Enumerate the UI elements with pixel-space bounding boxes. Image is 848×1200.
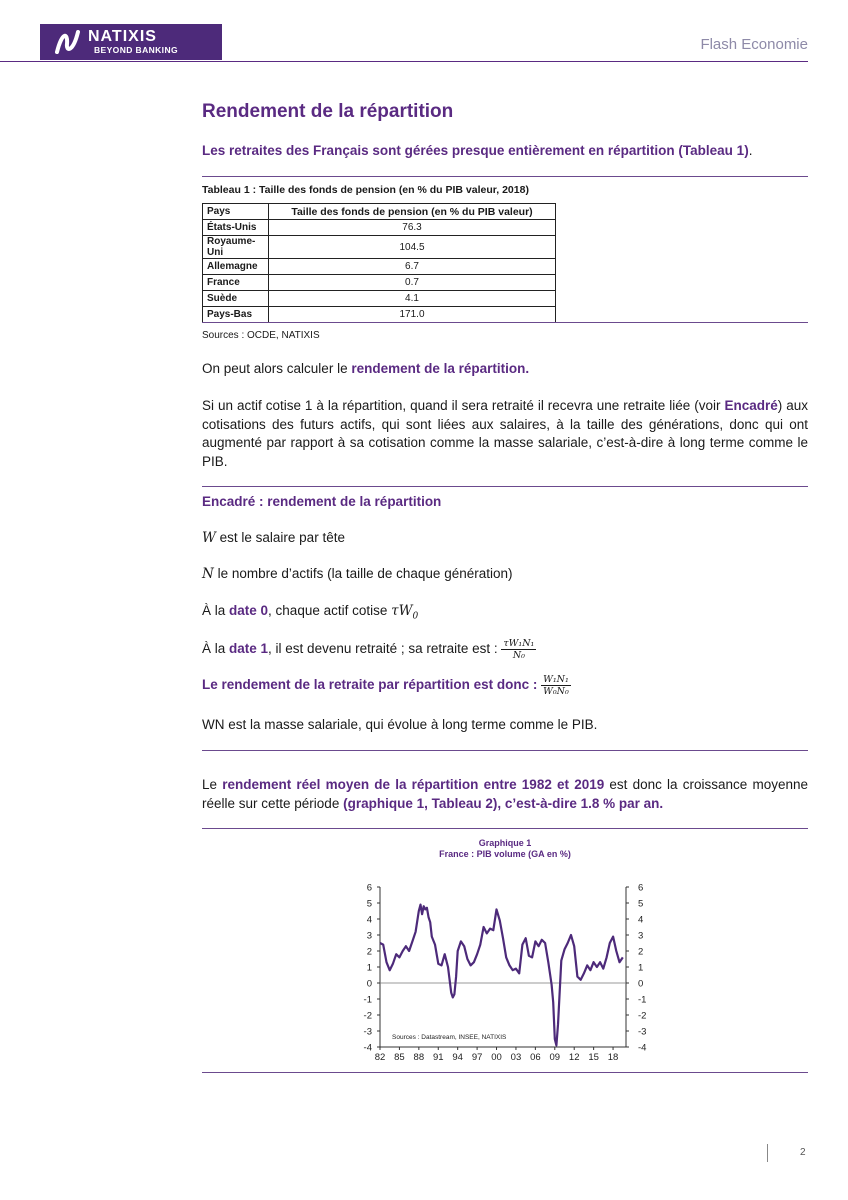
fraction-denominator: N₀ bbox=[512, 650, 525, 661]
value-cell: 171.0 bbox=[269, 307, 556, 323]
rendement-text: Le rendement de la retraite par répartition est donc : bbox=[202, 677, 542, 693]
value-cell: 0.7 bbox=[269, 275, 556, 291]
divider bbox=[202, 828, 808, 829]
col-header-country: Pays bbox=[203, 204, 269, 220]
logo-tagline: BEYOND BANKING bbox=[94, 45, 178, 55]
date1-label: date 1 bbox=[229, 641, 269, 657]
w-text: est le salaire par tête bbox=[215, 530, 345, 545]
n-symbol: N bbox=[202, 566, 214, 582]
table-row bbox=[203, 291, 556, 307]
y-tick-label: -1 bbox=[363, 994, 372, 1006]
chart-canvas bbox=[202, 832, 808, 1072]
y-tick-label: 1 bbox=[366, 962, 372, 974]
table-sources: Sources : OCDE, NATIXIS bbox=[202, 330, 320, 341]
country-cell: États-Unis bbox=[203, 220, 269, 236]
paragraph-1 bbox=[202, 360, 808, 379]
lead-text bbox=[202, 143, 752, 158]
rendement-fraction bbox=[541, 674, 571, 697]
country-cell: Allemagne bbox=[203, 259, 269, 275]
paragraph-2 bbox=[202, 397, 808, 471]
para2-encadre-link: Encadré bbox=[724, 398, 778, 413]
box-line-date1 bbox=[202, 638, 536, 661]
para3-emphasis-b: rendement réel moyen de la répartition entre 1982 et 2019 bbox=[222, 777, 605, 792]
date1-text-a: À la bbox=[202, 641, 230, 657]
y-tick-label: 5 bbox=[366, 898, 372, 910]
value-cell: 104.5 bbox=[269, 236, 556, 259]
x-tick-label: 91 bbox=[432, 1052, 444, 1063]
y-tick-label: 0 bbox=[366, 978, 372, 990]
date1-text-c: , il est devenu retraité ; sa retraite est : bbox=[268, 641, 502, 657]
y-tick-label: 0 bbox=[638, 978, 644, 990]
x-tick-label: 82 bbox=[374, 1052, 386, 1063]
value-cell: 6.7 bbox=[269, 259, 556, 275]
y-tick-label: 4 bbox=[366, 914, 372, 926]
x-tick-label: 03 bbox=[510, 1052, 522, 1063]
natixis-logo bbox=[40, 24, 222, 60]
x-tick-label: 12 bbox=[568, 1052, 580, 1063]
box-line-n bbox=[202, 566, 513, 582]
date0-subscript: 0 bbox=[412, 611, 419, 622]
para1-emphasis: rendement de la répartition. bbox=[351, 361, 530, 376]
box-line-date0 bbox=[202, 603, 418, 622]
chart-title: Graphique 1 bbox=[478, 838, 532, 848]
col-header-value: Taille des fonds de pension (en % du PIB valeur) bbox=[269, 204, 556, 220]
fraction-numerator: W₁N₁ bbox=[543, 674, 569, 685]
pension-fraction bbox=[501, 638, 536, 661]
divider bbox=[202, 322, 808, 323]
divider bbox=[202, 486, 808, 487]
y-tick-label: 6 bbox=[366, 882, 372, 894]
y-tick-label: -4 bbox=[363, 1042, 372, 1054]
y-tick-label: 3 bbox=[638, 930, 644, 942]
divider bbox=[202, 750, 808, 751]
y-tick-label: 2 bbox=[366, 946, 372, 958]
y-tick-label: -1 bbox=[638, 994, 647, 1006]
y-tick-label: -4 bbox=[638, 1042, 647, 1054]
x-tick-label: 06 bbox=[530, 1052, 541, 1063]
fraction-numerator: τW₁N₁ bbox=[503, 638, 535, 649]
box-line-w bbox=[202, 530, 345, 546]
table-row bbox=[203, 259, 556, 275]
table-caption: Tableau 1 : Taille des fonds de pension (en % du PIB valeur, 2018) bbox=[202, 184, 529, 196]
w-symbol: W bbox=[202, 530, 216, 546]
footer-divider bbox=[767, 1144, 768, 1162]
value-cell: 4.1 bbox=[269, 291, 556, 307]
country-cell: Suède bbox=[203, 291, 269, 307]
y-tick-label: 6 bbox=[638, 882, 644, 894]
para1-text: On peut alors calculer le bbox=[202, 361, 352, 376]
date0-text-a: À la bbox=[202, 603, 230, 618]
divider bbox=[202, 1072, 808, 1073]
y-tick-label: 3 bbox=[366, 930, 372, 942]
y-tick-label: 4 bbox=[638, 914, 644, 926]
section-title: Rendement de la répartition bbox=[202, 101, 454, 122]
x-tick-label: 94 bbox=[452, 1052, 463, 1063]
country-cell: France bbox=[203, 275, 269, 291]
x-tick-label: 18 bbox=[607, 1052, 619, 1063]
y-tick-label: -3 bbox=[363, 1026, 372, 1038]
y-tick-label: 2 bbox=[638, 946, 644, 958]
para2-text-c: ) aux cotisations des futurs actifs, qui sont liées aux salaires, à la taille des générations, donc qui ont augmenté par rapport à sa cotisation comme la masse salariale, c’est-à-dire à long terme comme le PIB. bbox=[202, 398, 808, 469]
x-tick-label: 88 bbox=[413, 1052, 425, 1063]
chart-source-note: Sources : Datastream, INSEE, NATIXIS bbox=[392, 1034, 507, 1041]
x-tick-label: 09 bbox=[549, 1052, 561, 1063]
y-tick-label: 5 bbox=[638, 898, 644, 910]
para3-text-c: est donc la croissance moyenne réelle sur cette période bbox=[202, 777, 808, 811]
value-cell: 76.3 bbox=[269, 220, 556, 236]
x-tick-label: 97 bbox=[471, 1052, 483, 1063]
box-line-rendement bbox=[202, 674, 571, 697]
date0-text-c: , chaque actif cotise bbox=[268, 603, 392, 618]
chart-subtitle: France : PIB volume (GA en %) bbox=[439, 849, 571, 859]
country-cell: Pays-Bas bbox=[203, 307, 269, 323]
gdp-series-line bbox=[380, 905, 623, 1046]
divider bbox=[202, 176, 808, 177]
fraction-denominator: W₀N₀ bbox=[543, 686, 569, 697]
date0-label: date 0 bbox=[229, 603, 269, 618]
paragraph-3 bbox=[202, 776, 808, 813]
y-tick-label: -2 bbox=[638, 1010, 647, 1022]
gdp-chart bbox=[202, 832, 808, 1072]
logo-name: NATIXIS bbox=[88, 28, 157, 45]
box-line-wn: WN est la masse salariale, qui évolue à long terme comme le PIB. bbox=[202, 717, 598, 732]
lead-main: Les retraites des Français sont gérées presque entièrement en répartition (Tableau 1) bbox=[202, 143, 749, 158]
n-text: le nombre d’actifs (la taille de chaque génération) bbox=[213, 566, 513, 581]
y-tick-label: 1 bbox=[638, 962, 644, 974]
x-tick-label: 00 bbox=[491, 1052, 502, 1063]
x-tick-label: 15 bbox=[588, 1052, 599, 1063]
table-row bbox=[203, 275, 556, 291]
y-tick-label: -2 bbox=[363, 1010, 372, 1022]
publication-title: Flash Economie bbox=[700, 36, 808, 53]
para2-text-a: Si un actif cotise 1 à la répartition, quand il sera retraité il recevra une retraite liée (voir bbox=[202, 398, 725, 413]
x-tick-label: 85 bbox=[394, 1052, 405, 1063]
pension-fund-table bbox=[202, 203, 556, 323]
date0-formula: τW bbox=[391, 603, 413, 619]
para3-emphasis-d: (graphique 1, Tableau 2), c’est-à-dire 1.8 % par an. bbox=[343, 795, 664, 811]
page-number: 2 bbox=[800, 1147, 806, 1158]
box-title: Encadré : rendement de la répartition bbox=[202, 494, 442, 509]
para3-text-a: Le bbox=[202, 777, 223, 792]
y-tick-label: -3 bbox=[638, 1026, 647, 1038]
table-header-row bbox=[203, 204, 556, 220]
lead-tail: . bbox=[748, 143, 753, 158]
country-cell: Royaume-Uni bbox=[203, 236, 269, 259]
table-row bbox=[203, 220, 556, 236]
natixis-mark-icon bbox=[54, 28, 80, 56]
table-row bbox=[203, 236, 556, 259]
table-row bbox=[203, 307, 556, 323]
